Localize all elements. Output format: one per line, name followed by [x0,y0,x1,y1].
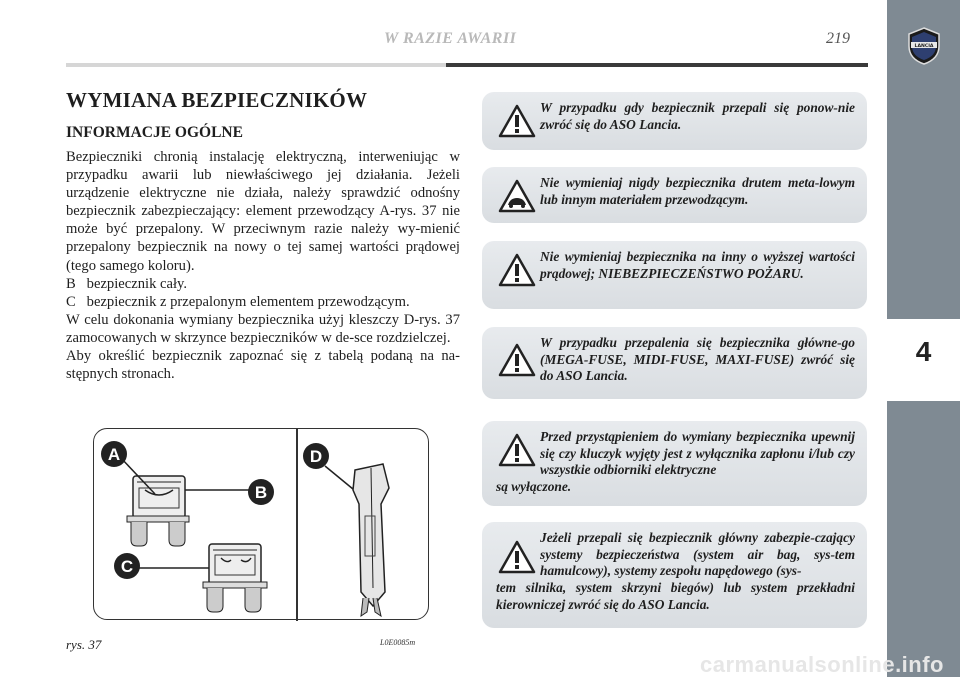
fuse-illustration [93,428,429,621]
warning-text: Nie wymieniaj nigdy bezpiecznika drutem meta-lowym lub innym materiałem przewodzącym. [540,175,855,207]
callout-b [248,479,274,505]
warning-text: W przypadku gdy bezpiecznik przepali się ponow-nie zwróć się do ASO Lancia. [540,100,855,132]
callout-a [101,441,127,467]
svg-text:D: D [309,447,323,466]
body-paragraph: B bezpiecznik cały. [66,275,188,292]
warning-text-continued: tem silnika, system skrzyni biegów) lub system przekładni kierowniczej zwróć się do ASO Lancia. [496,580,855,612]
warning-text-continued: są wyłączone. [496,479,572,494]
body-paragraph: C bezpiecznik z przepalonym elementem przewodzącym. [66,293,410,310]
warning-box [482,421,867,506]
warning-icon [498,433,536,467]
body-paragraph: Aby określić bezpiecznik zapoznać się z tabelą podaną na na-stępnych stronach. [66,348,460,383]
footer-watermark: carmanualsonline.info [700,652,944,677]
intact-fuse-icon [127,476,189,546]
callout-d [303,443,329,469]
figure-caption: rys. 37 [66,637,102,652]
fuse-puller-icon [353,464,389,616]
warning-icon [498,540,536,574]
header-rule [66,63,868,67]
page-number: 219 [826,30,850,47]
warning-text: Jeżeli przepali się bezpiecznik główny zabezpie-czający systemy bezpieczeństwa (system air bag, sys-tem hamulcowy), systemy zespołu napędowego (sys- [540,530,855,578]
body-paragraph: W celu dokonania wymiany bezpiecznika użyj kleszczy D-rys. 37 zamocowanych w skrzynce bezpieczników w de-sce rozdzielczej. [66,311,460,346]
svg-text:LANCIA: LANCIA [914,44,934,49]
car-warning-icon [498,179,536,213]
warning-box [482,92,867,150]
svg-text:C: C [120,557,134,576]
warning-box [482,327,867,399]
callout-c [114,553,140,579]
warning-box [482,522,867,628]
lancia-logo-icon [906,26,942,66]
warning-text: Przed przystąpieniem do wymiany bezpiecznika upewnij się czy kluczyk wyjęty jest z wyłącznika zapłonu i/lub czy wszystkie odbiorniki elektryczne [540,429,855,477]
section-body [66,148,460,383]
blown-fuse-icon [203,544,267,612]
warning-text: W przypadku przepalenia się bezpiecznika główne-go (MEGA-FUSE, MIDI-FUSE, MAXI-FUSE) zwróć się do ASO Lancia. [540,335,855,383]
warning-box [482,241,867,309]
warning-icon [498,104,536,138]
figure-code: L0E0085m [380,638,416,647]
body-paragraph: Bezpieczniki chronią instalację elektryczną, interweniując w przypadku awarii lub niewłaściwego jej działania. Jeżeli urządzenie elektryczne nie działa, należy sprawdzić odnośny bezpiecznik zabezpieczający: element przewodzący A-rys. 37 nie może być przepalony. W przeciwnym razie należy wy-mienić przepalony bezpiecznik na nowy o tej samej wartości prądowej (tego samego koloru). [66,149,460,274]
warning-box [482,167,867,223]
warning-icon [498,343,536,377]
warning-text: Nie wymieniaj bezpiecznika na inny o wyższej wartości prądowej; NIEBEZPIECZEŃSTWO POŻARU. [540,249,855,281]
running-header-title: W RAZIE AWARII [384,30,517,47]
svg-text:B: B [254,483,268,502]
chapter-number: 4 [915,336,932,367]
warning-icon [498,253,536,287]
section-subheading: INFORMACJE OGÓLNE [66,124,243,141]
section-heading: WYMIANA BEZPIECZNIKÓW [66,88,368,112]
svg-text:A: A [107,445,121,464]
